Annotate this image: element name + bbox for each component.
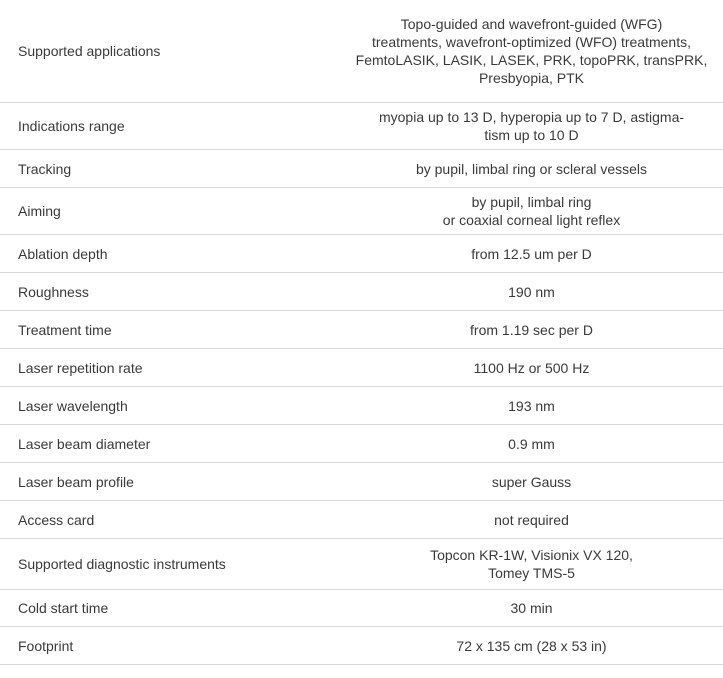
spec-value: by pupil, limbal ring or scleral vessels (415, 160, 648, 177)
spec-row-aiming (0, 188, 723, 235)
spec-row-laser-beam-profile (0, 463, 723, 501)
spec-value: from 1.19 sec per D (470, 321, 593, 338)
spec-row-cold-start-time (0, 590, 723, 627)
spec-label: Treatment time (18, 321, 112, 338)
spec-value: Topcon KR-1W, Visionix VX 120, Tomey TMS-5 (430, 547, 633, 581)
spec-row-supported-applications (0, 0, 723, 103)
spec-value: 72 x 135 cm (28 x 53 in) (456, 637, 607, 654)
spec-row-access-card (0, 501, 723, 539)
spec-value: myopia up to 13 D, hyperopia up to 7 D, astigma- tism up to 10 D (378, 109, 685, 143)
spec-label: Laser beam profile (18, 473, 134, 490)
spec-value: 30 min (510, 600, 553, 616)
spec-row-footprint (0, 627, 723, 665)
spec-value: 1100 Hz or 500 Hz (473, 359, 590, 376)
spec-value: super Gauss (491, 473, 572, 490)
spec-row-laser-wavelength (0, 387, 723, 425)
spec-label: Aiming (18, 203, 61, 219)
spec-label: Tracking (18, 160, 72, 177)
spec-label: Laser wavelength (18, 397, 128, 414)
spec-label: Laser repetition rate (18, 359, 143, 376)
spec-value: by pupil, limbal ring or coaxial corneal light reflex (442, 194, 621, 228)
spec-label: Laser beam diameter (18, 435, 151, 452)
spec-value: Topo-guided and wavefront-guided (WFG) treatments, wavefront-optimized (WFO) treatments, FemtoLASIK, LASIK, LASEK, PRK, topoPRK, transPRK, Presbyopia, PTK (355, 16, 708, 86)
spec-row-indications-range (0, 103, 723, 150)
spec-value: from 12.5 um per D (471, 245, 592, 262)
spec-label: Supported applications (18, 43, 161, 59)
spec-row-tracking (0, 150, 723, 188)
spec-row-roughness (0, 273, 723, 311)
spec-value: 190 nm (508, 283, 555, 300)
spec-row-laser-beam-diameter (0, 425, 723, 463)
spec-label: Roughness (18, 283, 89, 300)
spec-row-ablation-depth (0, 235, 723, 273)
spec-row-laser-repetition-rate (0, 349, 723, 387)
spec-label: Access card (18, 511, 95, 528)
spec-label: Ablation depth (18, 245, 108, 262)
spec-row-treatment-time (0, 311, 723, 349)
spec-value: not required (494, 511, 569, 528)
spec-label: Cold start time (18, 600, 109, 616)
spec-row-supported-diagnostic-instruments (0, 539, 723, 590)
spec-label: Footprint (18, 637, 74, 654)
spec-label: Supported diagnostic instruments (18, 556, 226, 572)
spec-value: 0.9 mm (508, 435, 555, 452)
spec-value: 193 nm (508, 397, 555, 414)
spec-label: Indications range (18, 118, 125, 134)
